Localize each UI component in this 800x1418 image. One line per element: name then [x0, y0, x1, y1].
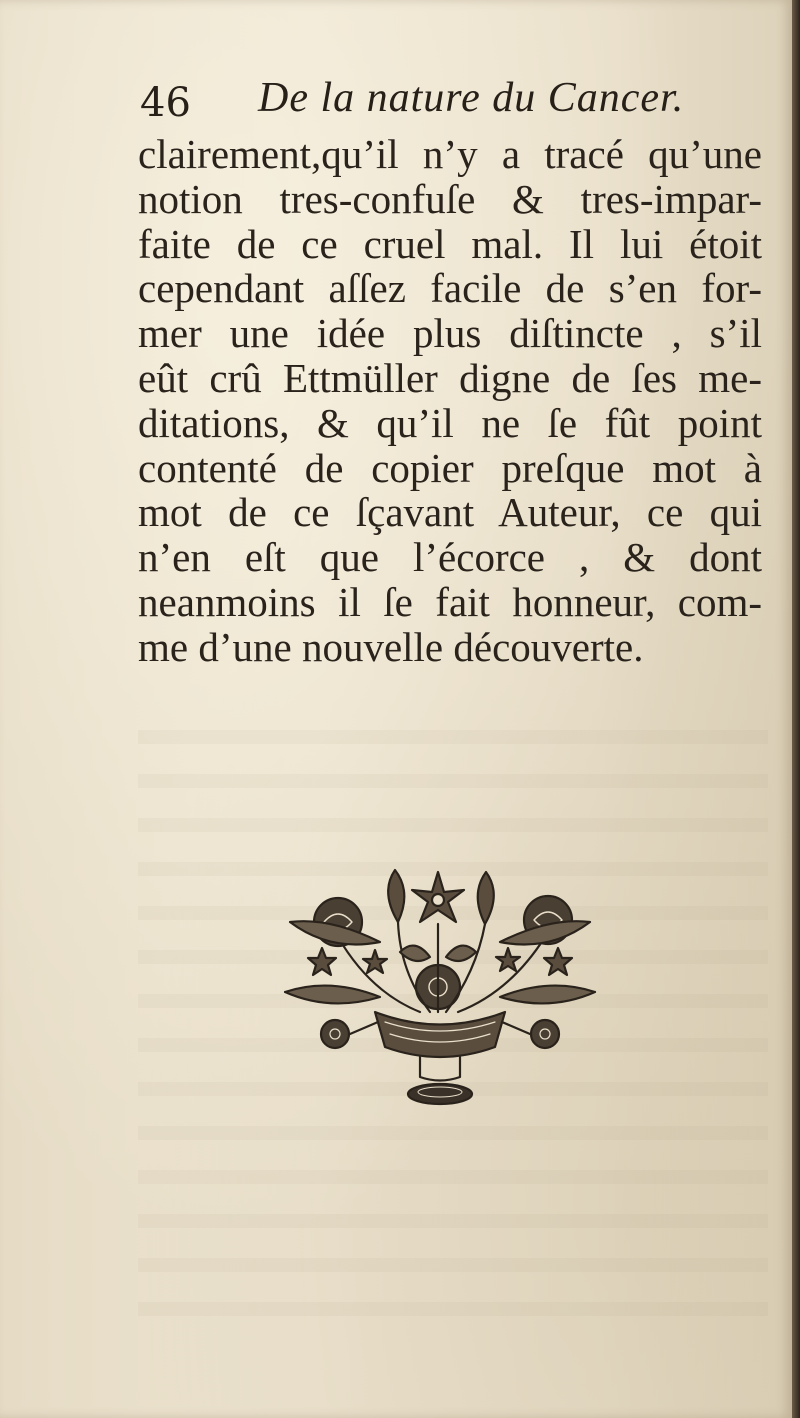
page-header	[140, 74, 700, 134]
text-line: neanmoins il ſe fait honneur, com-	[138, 578, 762, 625]
text-line: clairement,qu’il n’y a tracé qu’une	[138, 131, 762, 177]
text-line: contenté de copier preſque mot à	[138, 444, 762, 491]
running-title: De la nature du Cancer.	[258, 75, 685, 121]
text-line: notion tres-confuſe & tres-impar-	[138, 175, 762, 222]
text-line: me d’une nouvelle découverte.	[138, 623, 644, 670]
text-line: ditations, & qu’il ne ſe fût point	[138, 399, 762, 446]
page-number: 46	[140, 80, 191, 126]
text-line: eût crû Ettmüller digne de ſes me-	[138, 354, 762, 401]
text-line: mot de ce ſçavant Auteur, ce qui	[138, 489, 762, 536]
text-line: cependant aſſez facile de s’en for-	[138, 265, 762, 312]
flower-vase-ornament-icon	[280, 862, 600, 1112]
text-line: mer une idée plus diſtincte , s’il	[138, 310, 762, 357]
body-text	[138, 132, 762, 670]
text-line: n’en eſt que l’écorce , & dont	[138, 534, 762, 581]
page-edge	[792, 0, 800, 1418]
text-line: faite de ce cruel mal. Il lui étoit	[138, 220, 762, 267]
